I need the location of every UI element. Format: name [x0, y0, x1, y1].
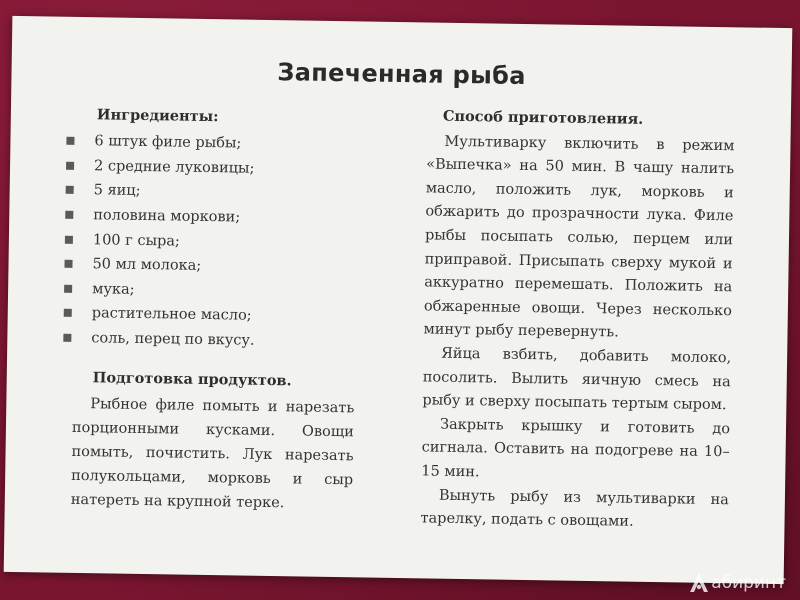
method-paragraph: Яйца взбить, добавить молоко, посолить. Вылить яичную смесь на рыбу и сверху посыпать тертым сыром. — [422, 345, 732, 414]
ingredient-text: 6 штук филе рыбы; — [94, 133, 242, 152]
ingredient-text: 50 мл молока; — [92, 256, 202, 275]
square-bullet-icon — [65, 235, 73, 243]
ingredient-text: 100 г сыра; — [92, 231, 180, 250]
method-heading: Способ приготовления. — [442, 107, 644, 128]
square-bullet-icon — [64, 309, 72, 317]
method-paragraph: Мультиварку включить в режим «Выпечка» на 50 мин. В чашу налить масло, положить лук, морковь и обжарить до прозрачности лука. Филе рыбы посыпать солью, перцем или приправой. Присыпать сверху мукой и аккуратно перемешать. Положить на обжаренные овощи. Через несколько минут рыбу перевернуть. — [423, 133, 735, 341]
ingredient-item — [55, 325, 355, 354]
square-bullet-icon — [64, 260, 72, 268]
ingredient-text: растительное масло; — [91, 305, 252, 325]
ingredients-list — [55, 129, 358, 355]
labirint-watermark — [689, 572, 786, 594]
square-bullet-icon — [66, 162, 74, 170]
ingredient-text: мука; — [92, 281, 135, 298]
ingredients-heading: Ингредиенты: — [96, 106, 219, 126]
watermark-text: абиринт — [711, 573, 786, 593]
ingredient-text: 2 средние луковицы; — [93, 158, 255, 177]
square-bullet-icon — [63, 334, 71, 342]
square-bullet-icon — [64, 285, 72, 293]
square-bullet-icon — [65, 211, 73, 219]
preparation-text: Рыбное филе помыть и нарезать порционными кусками. Овощи помыть, почистить. Лук нарезать полукольцами, морковь и сыр натереть на крупной терке. — [70, 396, 355, 512]
square-bullet-icon — [66, 186, 74, 194]
labirint-logo-icon — [689, 572, 709, 594]
ingredient-text: 5 яиц; — [93, 182, 141, 200]
method-paragraph: Закрыть крышку и готовить до сигнала. Оставить на подогреве на 10–15 мин. — [421, 416, 731, 481]
preparation-heading: Подготовка продуктов. — [92, 369, 292, 390]
left-column — [53, 103, 359, 517]
ingredient-text: половина моркови; — [93, 207, 241, 226]
method-paragraph: Вынуть рыбу из мультиварки на тарелку, подать с овощами. — [420, 487, 730, 530]
preparation-section — [53, 366, 355, 517]
recipe-title: Запеченная рыба — [277, 58, 526, 90]
right-column — [420, 104, 735, 535]
recipe-card — [4, 16, 793, 584]
square-bullet-icon — [66, 137, 74, 145]
ingredient-text: соль, перец по вкусу. — [91, 330, 255, 349]
